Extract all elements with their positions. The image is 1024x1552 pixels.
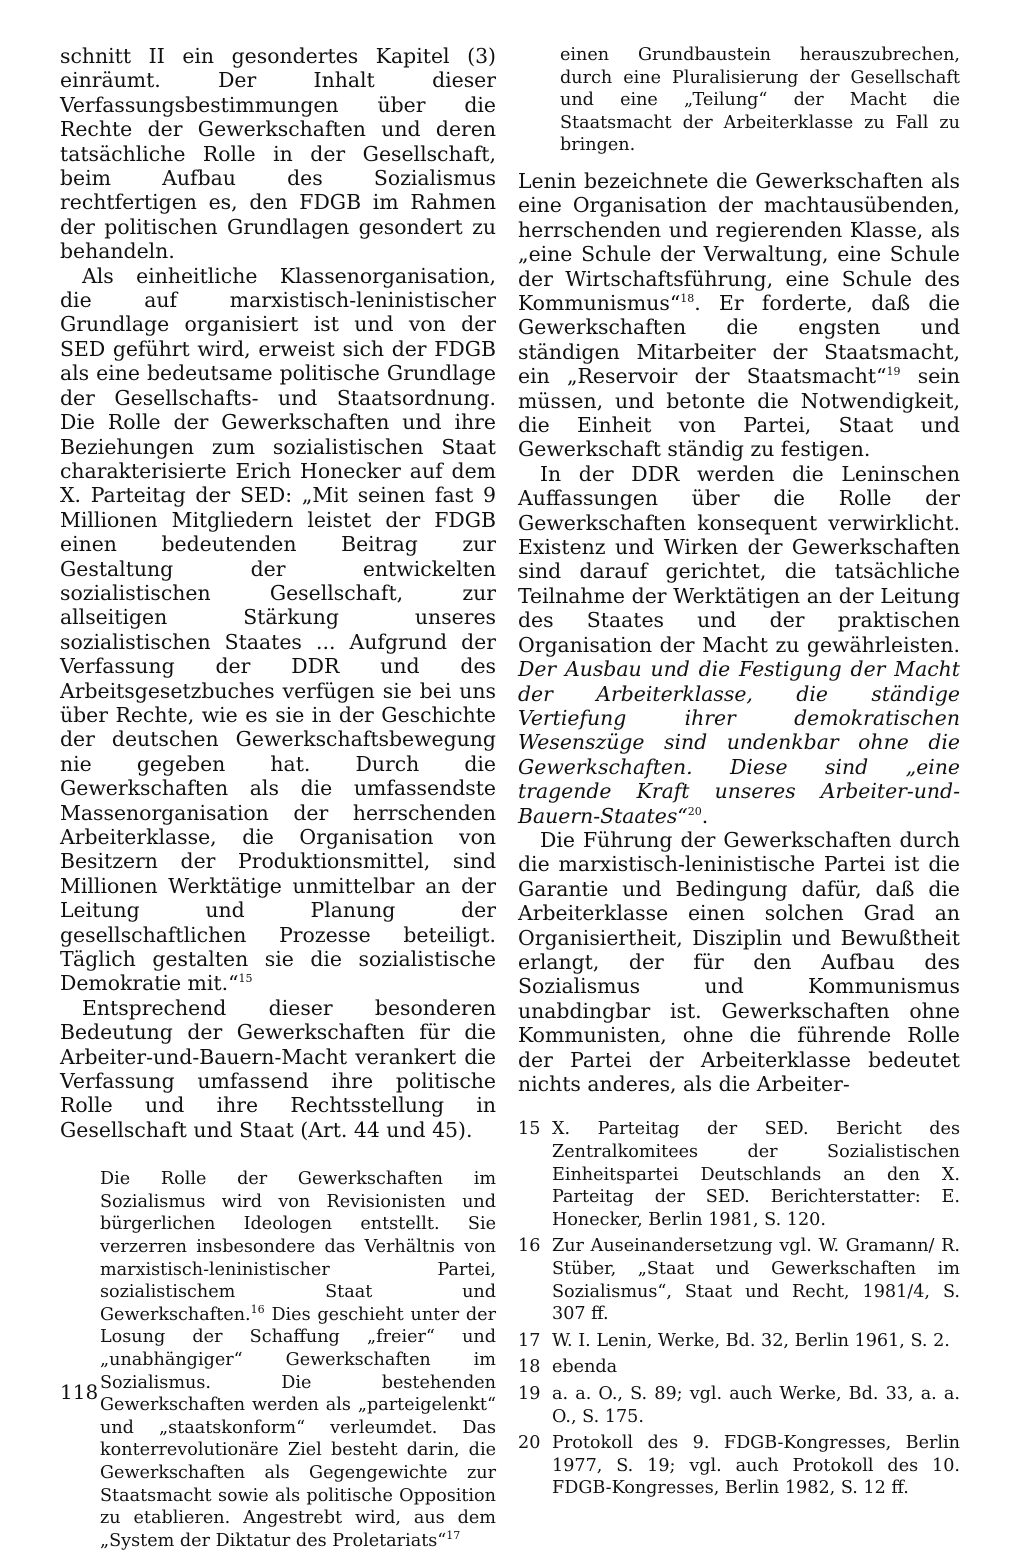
footnote-text: W. I. Lenin, Werke, Bd. 32, Berlin 1961, S. 2.: [552, 1330, 950, 1351]
footnote-text: ebenda: [552, 1357, 618, 1378]
footnote-number: 16: [518, 1236, 541, 1257]
right-column: [518, 44, 960, 1504]
right-p1-b: . Er forderte, daß die Gewerkschaften die engsten und ständigen Mitarbeiter der Staatsmacht, ein „Reservoir der Staatsmacht“: [518, 291, 960, 389]
right-p1-a: Lenin bezeichnete die Gewerkschaften als eine Organisation der machtausübenden, herrschenden und regierenden Klasse, als „eine Schule der Verwaltung, eine Schule der Wirtschaftsführung, eine Schule des Kommunismus“: [518, 168, 960, 315]
box-text-a: Die Rolle der Gewerkschaften im Sozialismus wird von Revisionisten und bürgerlichen Ideologen entstellt. Sie verzerren insbesondere das Verhältnis von marxistisch-leninistischer Partei, sozialistischem Staat und Gewerkschaften.: [100, 1169, 496, 1325]
footnote-number: 15: [518, 1119, 541, 1140]
right-paragraph-1: [518, 169, 960, 462]
footnote-ref-15: 15: [238, 972, 253, 986]
footnote: [518, 1330, 960, 1353]
right-p2-end: .: [701, 803, 709, 828]
right-p2-italic: Der Ausbau und die Festigung der Macht der Arbeiterklasse, die ständige Vertiefung ihrer demokratischen Wesenszüge sind undenkbar ohne die Gewerkschaften. Diese sind „eine tragende Kraft unseres Arbeiter-und-Bauern-Staates“: [518, 657, 960, 828]
footnote-text: Protokoll des 9. FDGB-Kongresses, Berlin 1977, S. 19; vgl. auch Protokoll des 10. FDGB-Kongresses, Berlin 1982, S. 12 ff.: [552, 1433, 960, 1499]
left-paragraph-1: schnitt II ein gesondertes Kapitel (3) einräumt. Der Inhalt dieser Verfassungsbestimmungen über die Rechte der Gewerkschaften und deren tatsächliche Rolle in der Gesellschaft, beim Aufbau des Sozialismus rechtfertigen es, den FDGB im Rahmen der politischen Grundlagen gesondert zu behandeln.: [60, 44, 496, 264]
right-p2-a: In der DDR werden die Leninschen Auffassungen über die Rolle der Gewerkschaften konsequent verwirklicht. Existenz und Wirken der Gewerkschaften sind darauf gerichtet, die tatsächliche Teilnahme der Werktätigen an der Leitung des Staates und der praktischen Organisation der Macht zu gewährleisten.: [518, 461, 960, 657]
footnote: [518, 1432, 960, 1500]
footnote: [518, 1235, 960, 1325]
indented-box-text: [100, 1168, 496, 1552]
footnotes: [518, 1118, 960, 1500]
footnote: [518, 1118, 960, 1231]
page-number: 118: [60, 1380, 99, 1404]
footnote: [518, 1356, 960, 1379]
footnote: [518, 1383, 960, 1428]
footnote-ref-19: 19: [886, 365, 901, 379]
left-paragraph-2-text: Als einheitliche Klassenorganisation, die auf marxistisch-leninistischer Grundlage organisiert ist und von der SED geführt wird, erweist sich der FDGB als eine bedeutsame politische Grundlage der Gesellschafts- und Staatsordnung. Die Rolle der Gewerkschaften und ihre Beziehungen zum sozialistischen Staat charakterisierte Erich Honecker auf dem X. Parteitag der SED: „Mit seinen fast 9 Millionen Mitgliedern leistet der FDGB einen bedeutenden Beitrag zur Gestaltung der entwickelten sozialistischen Gesellschaft, zur allseitigen Stärkung unseres sozialistischen Staates ... Aufgrund der Verfassung der DDR und des Arbeitsgesetzbuches verfügen sie bei uns über Rechte, wie es sie in der Geschichte der deutschen Gewerkschaftsbewegung nie gegeben hat. Durch die Gewerkschaften als die umfassendste Massenorganisation der herrschenden Arbeiterklasse, die Organisation von Besitzern der Produktionsmittel, sind Millionen Werktätige unmittelbar an der Leitung und Planung der gesellschaftlichen Prozesse beteiligt. Täglich gestalten sie die sozialistische Demokratie mit.“: [60, 263, 496, 996]
box-text-b: Dies geschieht unter der Losung der Schaffung „freier“ und „unabhängiger“ Gewerkschaften im Sozialismus. Die bestehenden Gewerkschaften werden als „parteigelenkt“ und „staatskonform“ verleumdet. Das konterrevolutionäre Ziel besteht darin, die Gewerkschaften als Gegengewichte zur Staatsmacht sowie als politische Opposition zu etablieren. Angestrebt wird, aus dem „System der Diktatur des Proletariats“: [100, 1304, 496, 1551]
footnote-ref-16: 16: [250, 1302, 265, 1316]
footnote-ref-17: 17: [446, 1528, 461, 1542]
right-p1-c: sein müssen, und betonte die Notwendigkeit, die Einheit von Partei, Staat und Gewerkschaft ständig zu festigen.: [518, 364, 960, 462]
indented-box-continuation: einen Grundbaustein herauszubrechen, durch eine Pluralisierung der Gesellschaft und eine „Teilung“ der Macht die Staatsmacht der Arbeiterklasse zu Fall zu bringen.: [560, 45, 960, 156]
footnote-ref-18: 18: [680, 292, 695, 306]
left-column: [60, 44, 496, 1552]
footnote-number: 18: [518, 1357, 541, 1378]
footnote-text: X. Parteitag der SED. Bericht des Zentralkomitees der Sozialistischen Einheitspartei Deutschlands an den X. Parteitag der SED. Berichterstatter: E. Honecker, Berlin 1981, S. 120.: [552, 1119, 960, 1230]
footnote-ref-20: 20: [687, 804, 702, 818]
left-paragraph-2: [60, 264, 496, 996]
footnote-number: 20: [518, 1433, 541, 1454]
right-paragraph-3: Die Führung der Gewerkschaften durch die marxistisch-leninistische Partei ist die Garantie und Bedingung dafür, daß die Arbeiterklasse einen solchen Grad an Organisiertheit, Disziplin und Bewußtheit erlangt, der für den Aufbau des Sozialismus und Kommunismus unabdingbar ist. Gewerkschaften ohne Kommunisten, ohne die führende Rolle der Partei der Arbeiterklasse bedeutet nichts anderes, als die Arbeiter-: [518, 827, 960, 1096]
footnote-text: Zur Auseinandersetzung vgl. W. Gramann/ R. Stüber, „Staat und Gewerkschaften im Sozialismus“, Staat und Recht, 1981/4, S. 307 ff.: [552, 1236, 960, 1325]
right-paragraph-2: [518, 462, 960, 828]
footnote-number: 19: [518, 1383, 541, 1404]
footnote-text: a. a. O., S. 89; vgl. auch Werke, Bd. 33, a. a. O., S. 175.: [552, 1383, 960, 1427]
footnote-number: 17: [518, 1330, 541, 1351]
left-paragraph-3: Entsprechend dieser besonderen Bedeutung der Gewerkschaften für die Arbeiter-und-Bauern-Macht verankert die Verfassung umfassend ihre politische Rolle und ihre Rechtsstellung in Gesellschaft und Staat (Art. 44 und 45).: [60, 995, 496, 1142]
